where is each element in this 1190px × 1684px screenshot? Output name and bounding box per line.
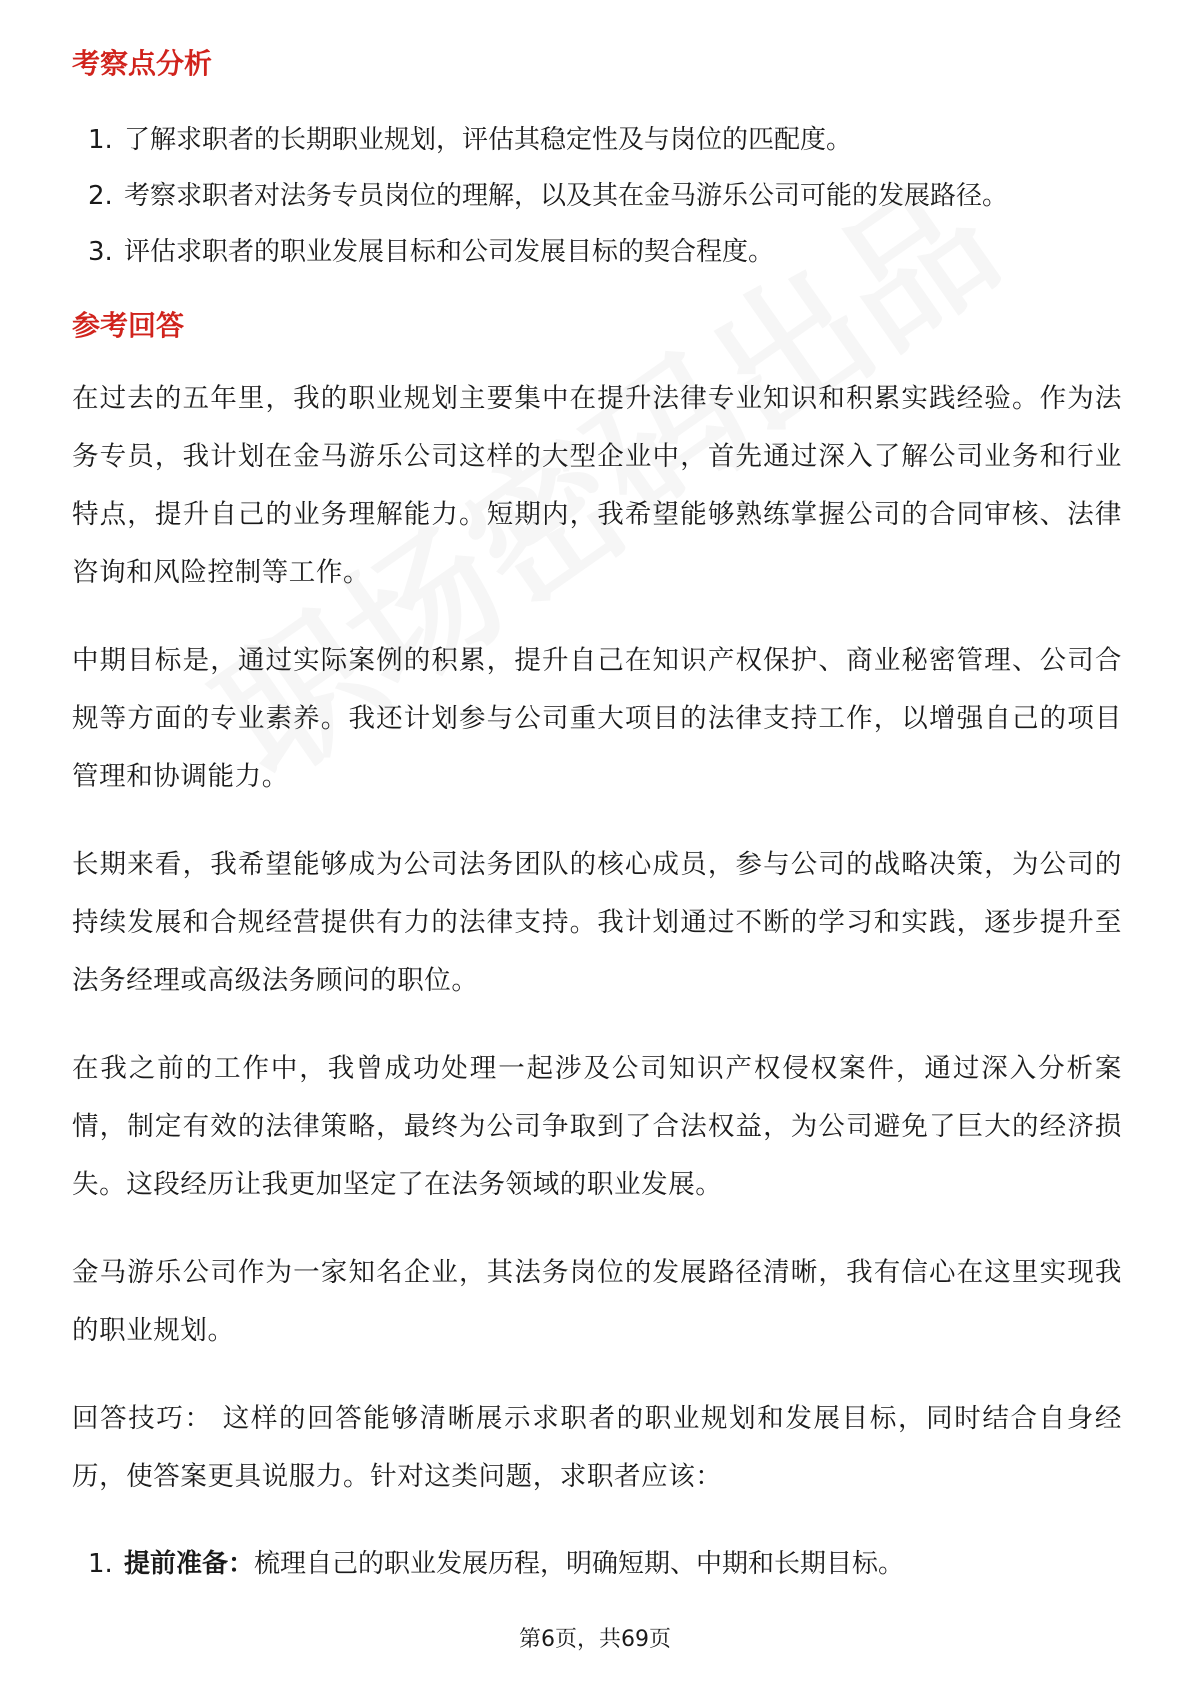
list-item-text: 了解求职者的长期职业规划，评估其稳定性及与岗位的匹配度。 [124, 125, 853, 155]
list-item [72, 1536, 1122, 1592]
list-item-text: 评估求职者的职业发展目标和公司发展目标的契合程度。 [124, 237, 775, 267]
list-item-number: 3. [88, 237, 113, 267]
answer-paragraph: 中期目标是，通过实际案例的积累，提升自己在知识产权保护、商业秘密管理、公司合规等方面的专业素养。我还计划参与公司重大项目的法律支持工作，以增强自己的项目管理和协调能力。 [72, 645, 1122, 792]
list-item [72, 168, 1122, 224]
analysis-heading: 考察点分析 [72, 47, 213, 80]
list-item-number: 1. [88, 125, 113, 155]
answer-paragraph: 金马游乐公司作为一家知名企业，其法务岗位的发展路径清晰，我有信心在这里实现我的职业规划。 [72, 1257, 1122, 1346]
page-footer: 第6页，共69页 [519, 1627, 671, 1652]
list-item-number: 1. [88, 1549, 113, 1579]
answer-paragraph: 在过去的五年里，我的职业规划主要集中在提升法律专业知识和积累实践经验。作为法务专员，我计划在金马游乐公司这样的大型企业中，首先通过深入了解公司业务和行业特点，提升自己的业务理解能力。短期内，我希望能够熟练掌握公司的合同审核、法律咨询和风险控制等工作。 [72, 383, 1122, 588]
analysis-list [72, 112, 1122, 280]
answer-paragraph: 在我之前的工作中，我曾成功处理一起涉及公司知识产权侵权案件，通过深入分析案情，制定有效的法律策略，最终为公司争取到了合法权益，为公司避免了巨大的经济损失。这段经历让我更加坚定了在法务领域的职业发展。 [72, 1053, 1122, 1200]
list-item-text: 考察求职者对法务专员岗位的理解，以及其在金马游乐公司可能的发展路径。 [124, 181, 1009, 211]
list-item [72, 112, 1122, 168]
answer-heading: 参考回答 [72, 309, 185, 342]
page-content [72, 44, 1122, 1592]
answer-tips-paragraph: 回答技巧： 这样的回答能够清晰展示求职者的职业规划和发展目标，同时结合自身经历，使答案更具说服力。针对这类问题，求职者应该： [72, 1403, 1122, 1492]
tips-list [72, 1536, 1122, 1592]
answer-paragraph: 长期来看，我希望能够成为公司法务团队的核心成员，参与公司的战略决策，为公司的持续发展和合规经营提供有力的法律支持。我计划通过不断的学习和实践，逐步提升至法务经理或高级法务顾问的职位。 [72, 849, 1122, 996]
list-item-text: 梳理自己的职业发展历程，明确短期、中期和长期目标。 [254, 1549, 905, 1579]
list-item-number: 2. [88, 181, 113, 211]
list-item [72, 224, 1122, 280]
tip-label: 提前准备： [124, 1549, 255, 1579]
